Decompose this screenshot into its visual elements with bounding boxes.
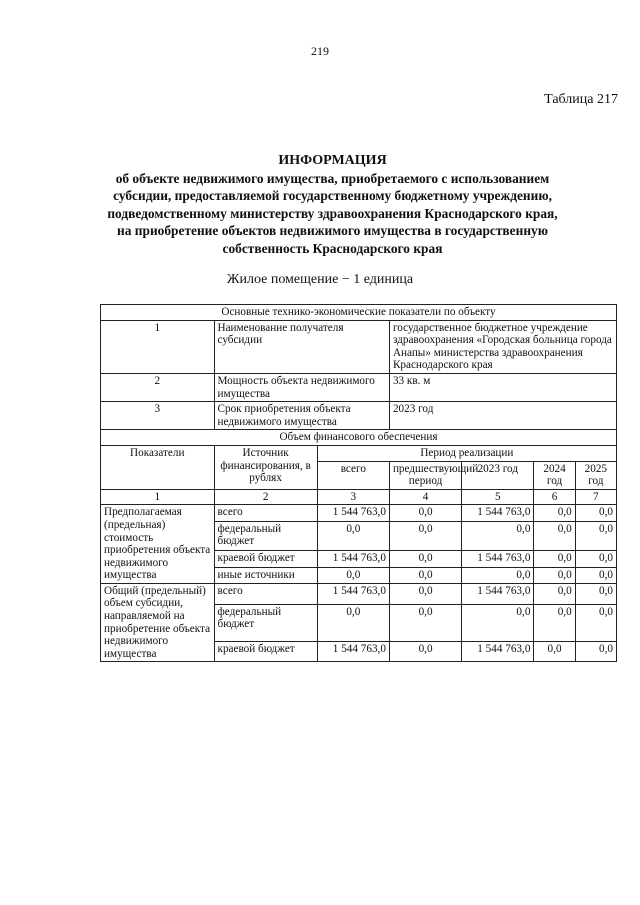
y2025-cell: 0,0 [575, 551, 616, 567]
total-cell: 1 544 763,0 [317, 551, 389, 567]
y2024-cell: 0,0 [534, 567, 575, 583]
heading-line: субсидии, предоставляемой государственному бюджетному учреждению, [113, 188, 552, 204]
y2025-cell: 0,0 [575, 505, 616, 521]
heading-line: на приобретение объектов недвижимого имущества в государственную [117, 223, 548, 239]
source-cell: краевой бюджет [214, 641, 317, 662]
group-label: Общий (предельный) объем субсидии, направляемой на приобретение объекта недвижимого имущества [101, 583, 215, 662]
heading-line: собственность Краснодарского края [222, 240, 443, 256]
indicator-row [101, 373, 617, 401]
header-2025: 2025 год [575, 461, 616, 489]
y2025-cell: 0,0 [575, 567, 616, 583]
indicator-name: Мощность объекта недвижимого имущества [214, 373, 389, 401]
header-indicators: Показатели [101, 445, 215, 489]
y2025-cell: 0,0 [575, 604, 616, 641]
total-cell: 1 544 763,0 [317, 641, 389, 662]
previous-cell: 0,0 [389, 505, 461, 521]
header-2024: 2024 год [534, 461, 575, 489]
y2025-cell: 0,0 [575, 583, 616, 604]
document-heading [60, 152, 605, 258]
header-period: Период реализации [317, 445, 616, 461]
indicator-row [101, 320, 617, 373]
total-cell: 1 544 763,0 [317, 505, 389, 521]
y2025-cell: 0,0 [575, 521, 616, 551]
page-number: 219 [311, 44, 329, 58]
indicator-number: 1 [101, 320, 215, 373]
financing-group [101, 583, 617, 662]
subject-line: Жилое помещение − 1 единица [226, 272, 414, 287]
column-number: 3 [317, 489, 389, 505]
indicator-value: государственное бюджетное учреждение здравоохранения «Городская больница города Анапы» министерства здравоохранения Краснодарского края [389, 320, 616, 373]
y2023-cell: 1 544 763,0 [462, 551, 534, 567]
column-number: 7 [575, 489, 616, 505]
financing-section-title: Объем финансового обеспечения [101, 430, 617, 446]
y2024-cell: 0,0 [534, 641, 575, 662]
financing-header [101, 445, 617, 504]
y2023-cell: 1 544 763,0 [462, 641, 534, 662]
header-total: всего [317, 461, 389, 489]
previous-cell: 0,0 [389, 521, 461, 551]
previous-cell: 0,0 [389, 641, 461, 662]
y2023-cell: 0,0 [462, 604, 534, 641]
y2024-cell: 0,0 [534, 521, 575, 551]
column-number: 6 [534, 489, 575, 505]
financing-row [101, 583, 617, 604]
previous-cell: 0,0 [389, 551, 461, 567]
indicator-number: 3 [101, 402, 215, 430]
y2024-cell: 0,0 [534, 505, 575, 521]
y2024-cell: 0,0 [534, 604, 575, 641]
table-caption: Таблица 217 [544, 92, 618, 107]
indicator-value: 2023 год [389, 402, 616, 430]
column-number: 1 [101, 489, 215, 505]
source-cell: иные источники [214, 567, 317, 583]
total-cell: 1 544 763,0 [317, 583, 389, 604]
indicator-row [101, 402, 617, 430]
y2024-cell: 0,0 [534, 551, 575, 567]
indicators-section-title: Основные технико-экономические показатели по объекту [101, 305, 617, 321]
y2024-cell: 0,0 [534, 583, 575, 604]
source-cell: краевой бюджет [214, 551, 317, 567]
financing-row [101, 505, 617, 521]
y2025-cell: 0,0 [575, 641, 616, 662]
indicators-section [101, 305, 617, 446]
y2023-cell: 0,0 [462, 567, 534, 583]
indicator-name: Срок приобретения объекта недвижимого имущества [214, 402, 389, 430]
total-cell: 0,0 [317, 521, 389, 551]
column-number-row [101, 489, 617, 505]
previous-cell: 0,0 [389, 567, 461, 583]
total-cell: 0,0 [317, 567, 389, 583]
total-cell: 0,0 [317, 604, 389, 641]
column-number: 4 [389, 489, 461, 505]
column-number: 5 [462, 489, 534, 505]
indicator-number: 2 [101, 373, 215, 401]
group-label: Предполагаемая (предельная) стоимость приобретения объекта недвижимого имущества [101, 505, 215, 584]
header-source: Источник финансирования, в рублях [214, 445, 317, 489]
header-2023: 2023 год [462, 461, 534, 489]
previous-cell: 0,0 [389, 604, 461, 641]
source-cell: всего [214, 505, 317, 521]
info-table [100, 304, 617, 662]
source-cell: федеральный бюджет [214, 604, 317, 641]
financing-group [101, 505, 617, 584]
header-previous: предшествующий период [389, 461, 461, 489]
previous-cell: 0,0 [389, 583, 461, 604]
source-cell: федеральный бюджет [214, 521, 317, 551]
heading-line: об объекте недвижимого имущества, приобретаемого с использованием [115, 170, 550, 186]
y2023-cell: 1 544 763,0 [462, 505, 534, 521]
y2023-cell: 0,0 [462, 521, 534, 551]
document-title: ИНФОРМАЦИЯ [278, 153, 387, 168]
heading-line: подведомственному министерству здравоохранения Краснодарского края, [107, 205, 558, 221]
indicator-name: Наименование получателя субсидии [214, 320, 389, 373]
source-cell: всего [214, 583, 317, 604]
indicator-value: 33 кв. м [389, 373, 616, 401]
y2023-cell: 1 544 763,0 [462, 583, 534, 604]
column-number: 2 [214, 489, 317, 505]
